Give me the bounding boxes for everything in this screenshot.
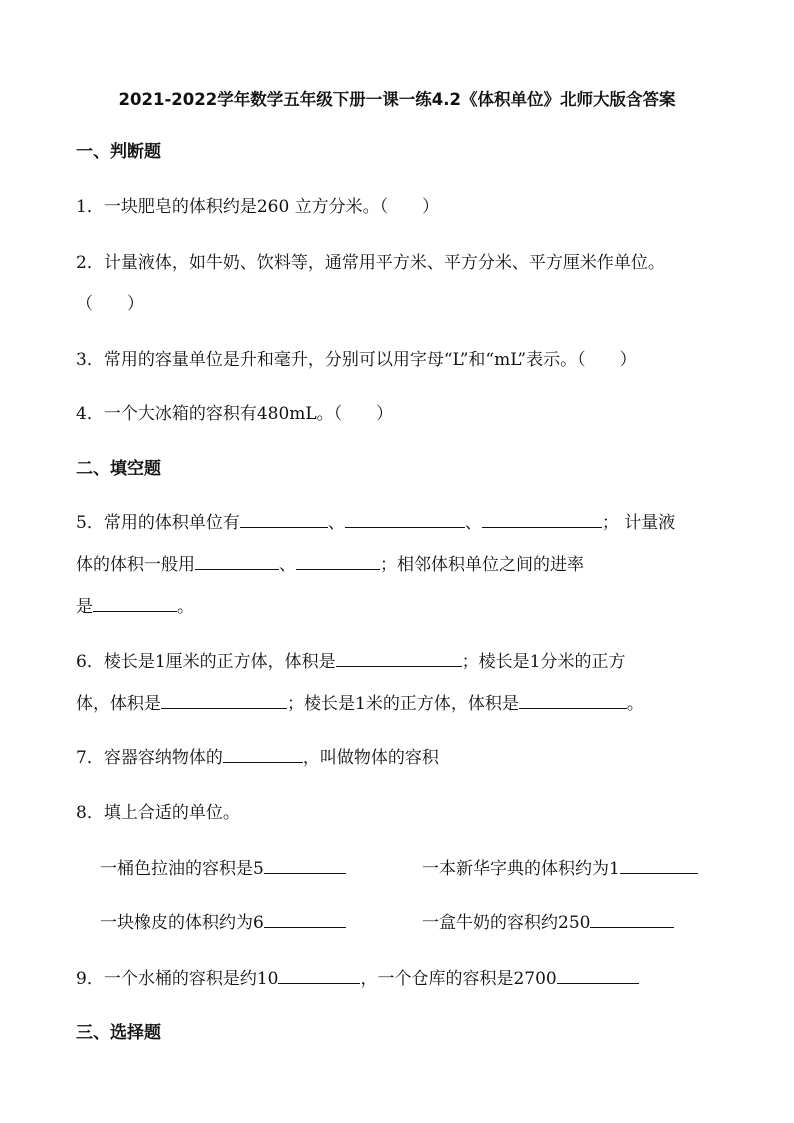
question-9-text-b: ，一个仓库的容积是2700 — [360, 969, 557, 989]
answer-blank[interactable] — [195, 553, 279, 570]
question-7 — [76, 746, 439, 770]
question-2-paren: （ ） — [76, 294, 144, 314]
answer-blank[interactable] — [345, 511, 465, 528]
question-8-item-1-text: 一桶色拉油的容积是5 — [100, 859, 264, 879]
question-7-text-a: 7．容器容纳物体的 — [76, 748, 223, 768]
question-6-text-c: 体，体积是 — [76, 694, 161, 714]
question-5-line-3 — [76, 595, 194, 619]
question-5-line-1 — [76, 511, 675, 535]
question-5-text-a: 5．常用的体积单位有 — [76, 513, 240, 533]
answer-blank[interactable] — [93, 595, 177, 612]
question-5-text-f: 。 — [177, 597, 194, 617]
question-9 — [76, 967, 639, 991]
question-5-text-e: 是 — [76, 597, 93, 617]
question-8-item-3 — [100, 911, 346, 935]
question-8-item-4 — [422, 911, 674, 935]
answer-blank[interactable] — [620, 857, 698, 874]
question-5-text-b: ； 计量液 — [601, 513, 676, 533]
question-5-text-c: 体的体积一般用 — [76, 555, 195, 575]
question-4: 4．一个大冰箱的容积有480mL。（ ） — [76, 404, 394, 424]
section-heading-multiple-choice: 三、选择题 — [76, 1023, 161, 1043]
question-6-line-1 — [76, 650, 625, 674]
question-6-text-b: ；棱长是1分米的正方 — [461, 652, 626, 672]
answer-blank[interactable] — [557, 967, 639, 984]
question-8-item-2-text: 一本新华字典的体积约为1 — [422, 859, 620, 879]
section-heading-judgment: 一、判断题 — [76, 142, 161, 162]
answer-blank[interactable] — [278, 967, 360, 984]
question-3: 3．常用的容量单位是升和毫升，分别可以用字母“L”和“mL”表示。（ ） — [76, 350, 637, 370]
answer-blank[interactable] — [296, 553, 380, 570]
question-8-item-3-text: 一块橡皮的体积约为6 — [100, 913, 264, 933]
question-5-text-d: ；相邻体积单位之间的进率 — [380, 555, 584, 575]
section-heading-fill-blank: 二、填空题 — [76, 459, 161, 479]
question-8-item-1 — [100, 857, 346, 881]
answer-blank[interactable] — [161, 692, 287, 709]
answer-blank[interactable] — [519, 692, 627, 709]
answer-blank[interactable] — [223, 746, 303, 763]
question-6-line-2 — [76, 692, 644, 716]
answer-blank[interactable] — [482, 511, 602, 528]
answer-blank[interactable] — [264, 911, 346, 928]
page-title: 2021-2022学年数学五年级下册一课一练4.2《体积单位》北师大版含答案 — [118, 90, 676, 109]
question-7-text-b: ，叫做物体的容积 — [302, 748, 439, 768]
question-2: 2．计量液体，如牛奶、饮料等，通常用平方米、平方分米、平方厘米作单位。 — [76, 253, 665, 273]
question-1: 1．一块肥皂的体积约是260 立方分米。（ ） — [76, 197, 440, 217]
question-5-line-2 — [76, 553, 584, 577]
question-6-text-e: 。 — [626, 694, 644, 714]
question-9-text-a: 9．一个水桶的容积是约10 — [76, 969, 279, 989]
separator: 、 — [464, 513, 482, 533]
answer-blank[interactable] — [240, 511, 328, 528]
answer-blank[interactable] — [336, 650, 462, 667]
question-6-text-a: 6．棱长是1厘米的正方体，体积是 — [76, 652, 336, 672]
question-8-item-4-text: 一盒牛奶的容积约250 — [422, 913, 591, 933]
question-8: 8．填上合适的单位。 — [76, 803, 240, 823]
answer-blank[interactable] — [264, 857, 346, 874]
separator: 、 — [279, 555, 296, 575]
question-6-text-d: ；棱长是1米的正方体，体积是 — [287, 694, 519, 714]
separator: 、 — [327, 513, 345, 533]
answer-blank[interactable] — [590, 911, 674, 928]
question-8-item-2 — [422, 857, 698, 881]
